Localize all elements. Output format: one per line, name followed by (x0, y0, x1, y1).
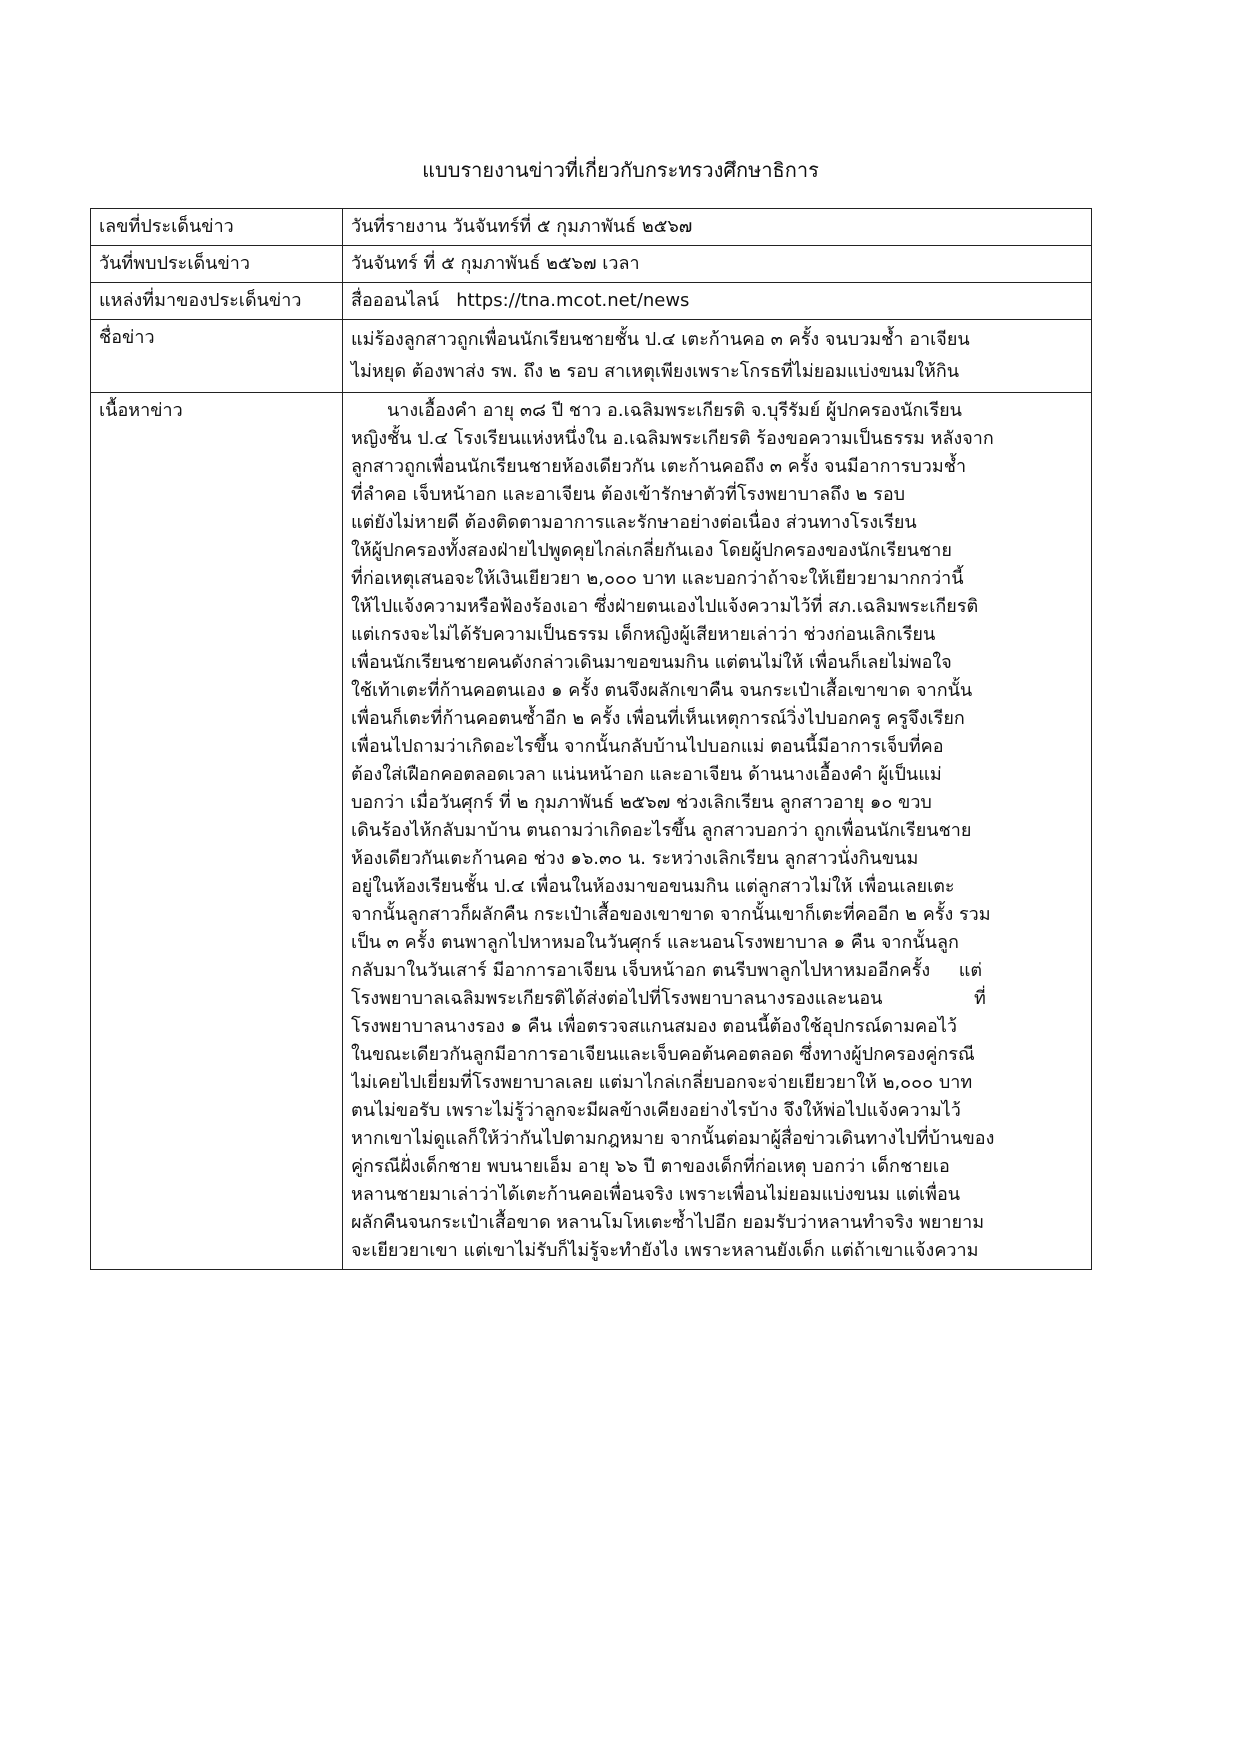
content-line: ลูกสาวถูกเพื่อนนักเรียนชายห้องเดียวกัน เตะก้านคอถึง ๓ ครั้ง จนมีอาการบวมช้ำ (351, 456, 967, 477)
content-line: เดินร้องไห้กลับมาบ้าน ตนถามว่าเกิดอะไรขึ้น ลูกสาวบอกว่า ถูกเพื่อนนักเรียนชาย (351, 820, 972, 841)
found-date-label: วันที่พบประเด็นข่าว (91, 246, 343, 283)
content-line: เพื่อนก็เตะที่ก้านคอตนซ้ำอีก ๒ ครั้ง เพื่อนที่เห็นเหตุการณ์วิ่งไปบอกครู ครูจึงเรียก (351, 708, 965, 729)
issue-no-label: เลขที่ประเด็นข่าว (91, 209, 343, 246)
content-line: บอกว่า เมื่อวันศุกร์ ที่ ๒ กุมภาพันธ์ ๒๕๖๗ ช่วงเลิกเรียน ลูกสาวอายุ ๑๐ ขวบ (351, 792, 932, 813)
headline-line: แม่ร้องลูกสาวถูกเพื่อนนักเรียนชายชั้น ป.๔ เตะก้านคอ ๓ ครั้ง จนบวมช้ำ อาเจียน (351, 329, 970, 350)
content-line: หญิงชั้น ป.๔ โรงเรียนแห่งหนึ่งใน อ.เฉลิมพระเกียรติ ร้องขอความเป็นธรรม หลังจาก (351, 428, 994, 449)
headline-value (343, 320, 1092, 393)
table-row-headline (91, 320, 1092, 393)
source-label: แหล่งที่มาของประเด็นข่าว (91, 283, 343, 320)
content-line: เพื่อนไปถามว่าเกิดอะไรขึ้น จากนั้นกลับบ้านไปบอกแม่ ตอนนี้มีอาการเจ็บที่คอ (351, 736, 944, 757)
content-line: ให้ไปแจ้งความหรือฟ้องร้องเอา ซึ่งฝ่ายตนเองไปแจ้งความไว้ที่ สภ.เฉลิมพระเกียรติ (351, 596, 979, 617)
content-line: คู่กรณีฝั่งเด็กชาย พบนายเอ็ม อายุ ๖๖ ปี ตาของเด็กที่ก่อเหตุ บอกว่า เด็กชายเอ (351, 1156, 950, 1177)
headline-label: ชื่อข่าว (91, 320, 343, 393)
page-title: แบบรายงานข่าวที่เกี่ยวกับกระทรวงศึกษาธิการ (422, 158, 819, 182)
table-row-found-date (91, 246, 1092, 283)
content-line: จากนั้นลูกสาวก็ผลักคืน กระเป๋าเสื้อของเขาขาด จากนั้นเขาก็เตะที่คออีก ๒ ครั้ง รวม (351, 904, 991, 925)
content-label: เนื้อหาข่าว (91, 393, 343, 1270)
content-line: ให้ผู้ปกครองทั้งสองฝ่ายไปพูดคุยไกล่เกลี่ยกันเอง โดยผู้ปกครองของนักเรียนชาย (351, 540, 952, 561)
content-line: ในขณะเดียวกันลูกมีอาการอาเจียนและเจ็บคอต้นคอตลอด ซึ่งทางผู้ปกครองคู่กรณี (351, 1044, 975, 1065)
issue-no-value: วันที่รายงาน วันจันทร์ที่ ๕ กุมภาพันธ์ ๒๕๖๗ (343, 209, 1092, 246)
content-line: โรงพยาบาลนางรอง ๑ คืน เพื่อตรวจสแกนสมอง ตอนนี้ต้องใช้อุปกรณ์ดามคอไว้ (351, 1016, 957, 1037)
content-line: เป็น ๓ ครั้ง ตนพาลูกไปหาหมอในวันศุกร์ และนอนโรงพยาบาล ๑ คืน จากนั้นลูก (351, 932, 959, 953)
content-line: ที่ลำคอ เจ็บหน้าอก และอาเจียน ต้องเข้ารักษาตัวที่โรงพยาบาลถึง ๒ รอบ (351, 484, 906, 505)
content-line: จะเยียวยาเขา แต่เขาไม่รับก็ไม่รู้จะทำยังไง เพราะหลานยังเด็ก แต่ถ้าเขาแจ้งความ (351, 1240, 979, 1261)
content-line: หากเขาไม่ดูแลก็ให้ว่ากันไปตามกฎหมาย จากนั้นต่อมาผู้สื่อข่าวเดินทางไปที่บ้านของ (351, 1128, 995, 1149)
content-line: ห้องเดียวกันเตะก้านคอ ช่วง ๑๖.๓๐ น. ระหว่างเลิกเรียน ลูกสาวนั่งกินขนม (351, 848, 919, 869)
content-line: นางเอื้องคำ อายุ ๓๘ ปี ชาว อ.เฉลิมพระเกียรติ จ.บุรีรัมย์ ผู้ปกครองนักเรียน (387, 400, 962, 421)
content-line: ไม่เคยไปเยี่ยมที่โรงพยาบาลเลย แต่มาไกล่เกลี่ยบอกจะจ่ายเยียวยาให้ ๒,๐๐๐ บาท (351, 1072, 973, 1093)
table-row-content (91, 393, 1092, 1270)
found-date-value: วันจันทร์ ที่ ๕ กุมภาพันธ์ ๒๕๖๗ เวลา (343, 246, 1092, 283)
content-line: แต่ยังไม่หายดี ต้องติดตามอาการและรักษาอย่างต่อเนื่อง ส่วนทางโรงเรียน (351, 512, 917, 533)
content-line: อยู่ในห้องเรียนชั้น ป.๔ เพื่อนในห้องมาขอขนมกิน แต่ลูกสาวไม่ให้ เพื่อนเลยเตะ (351, 876, 955, 897)
content-line: ที่ก่อเหตุเสนอจะให้เงินเยียวยา ๒,๐๐๐ บาท และบอกว่าถ้าจะให้เยียวยามากกว่านี้ (351, 568, 964, 589)
news-report-table (90, 208, 1092, 1270)
content-line: ตนไม่ขอรับ เพราะไม่รู้ว่าลูกจะมีผลข้างเคียงอย่างไรบ้าง จึงให้พ่อไปแจ้งความไว้ (351, 1100, 961, 1121)
content-line: ต้องใส่เฝือกคอตลอดเวลา แน่นหน้าอก และอาเจียน ด้านนางเอื้องคำ ผู้เป็นแม่ (351, 764, 942, 785)
content-line: กลับมาในวันเสาร์ มีอาการอาเจียน เจ็บหน้าอก ตนรีบพาลูกไปหาหมออีกครั้ง แต่ (351, 960, 983, 981)
table-row-issue-no (91, 209, 1092, 246)
headline-line: ไม่หยุด ต้องพาส่ง รพ. ถึง ๒ รอบ สาเหตุเพียงเพราะโกรธที่ไม่ยอมแบ่งขนมให้กิน (351, 361, 960, 382)
content-line: เพื่อนนักเรียนชายคนดังกล่าวเดินมาขอขนมกิน แต่ตนไม่ให้ เพื่อนก็เลยไม่พอใจ (351, 652, 952, 673)
content-line: โรงพยาบาลเฉลิมพระเกียรติได้ส่งต่อไปที่โรงพยาบาลนางรองและนอน ที่ (351, 988, 986, 1009)
content-line: ใช้เท้าเตะที่ก้านคอตนเอง ๑ ครั้ง ตนจึงผลักเขาคืน จนกระเป๋าเสื้อเขาขาด จากนั้น (351, 680, 973, 701)
content-body (343, 393, 1092, 1270)
content-line: ผลักคืนจนกระเป๋าเสื้อขาด หลานโมโหเตะซ้ำไปอีก ยอมรับว่าหลานทำจริง พยายาม (351, 1212, 985, 1233)
content-line: แต่เกรงจะไม่ได้รับความเป็นธรรม เด็กหญิงผู้เสียหายเล่าว่า ช่วงก่อนเลิกเรียน (351, 624, 936, 645)
table-row-source (91, 283, 1092, 320)
source-value: สื่อออนไลน์ https://tna.mcot.net/news (343, 283, 1092, 320)
content-line: หลานชายมาเล่าว่าได้เตะก้านคอเพื่อนจริง เพราะเพื่อนไม่ยอมแบ่งขนม แต่เพื่อน (351, 1184, 961, 1205)
